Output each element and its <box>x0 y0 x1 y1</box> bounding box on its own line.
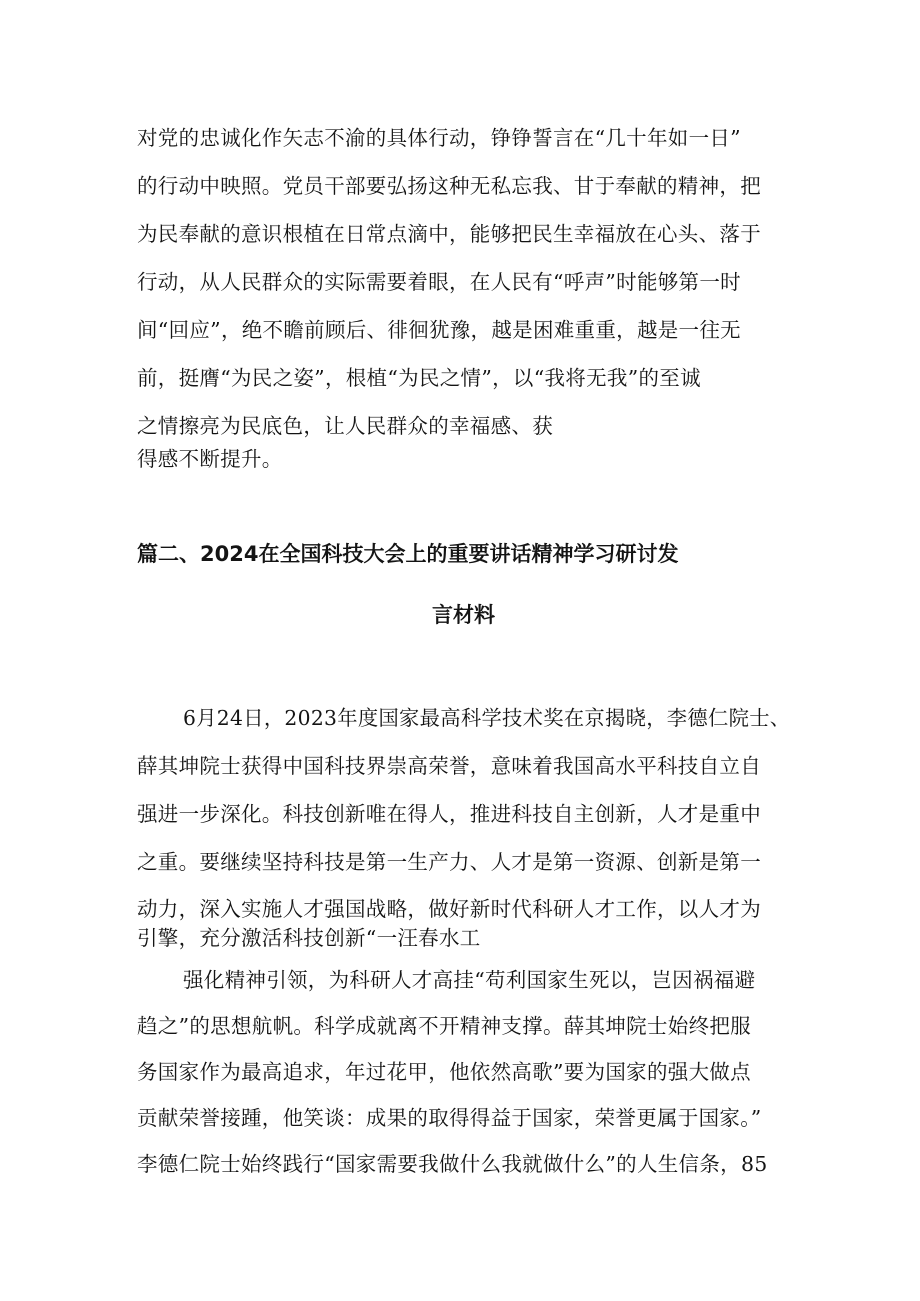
body-text-line: 得感不断提升。 <box>137 447 283 471</box>
body-text-line: 李德仁院士始终践行“国家需要我做什么我就做什么”的人生信条，85 <box>137 1152 768 1176</box>
body-text-line: 行动，从人民群众的实际需要着眼，在人民有“呼声”时能够第一时 <box>137 270 741 294</box>
body-text-line: 强进一步深化。科技创新唯在得人，推进科技自主创新，人才是重中 <box>137 802 761 826</box>
body-text-line: 6月24日，2023年度国家最高科学技术奖在京揭晓，李德仁院士、 <box>183 706 791 730</box>
body-text-line: 引擎，充分激活科技创新“一汪春水工 <box>137 926 481 950</box>
body-text-line: 为民奉献的意识根植在日常点滴中，能够把民生幸福放在心头、落于 <box>137 222 761 246</box>
body-text-line: 贡献荣誉接踵，他笑谈：成果的取得得益于国家，荣誉更属于国家。” <box>137 1106 762 1130</box>
body-text-line: 之重。要继续坚持科技是第一生产力、人才是第一资源、创新是第一 <box>137 850 761 874</box>
body-text-line: 的行动中映照。党员干部要弘扬这种无私忘我、甘于奉献的精神，把 <box>137 174 761 198</box>
body-text-line: 动力，深入实施人才强国战略，做好新时代科研人才工作，以人才为 <box>137 897 761 921</box>
body-text-line: 间“回应”，绝不瞻前顾后、徘徊犹豫，越是困难重重，越是一往无 <box>137 318 741 342</box>
body-text-line: 趋之”的思想航帆。科学成就离不开精神支撑。薛其坤院士始终把服 <box>137 1014 751 1038</box>
section-heading-continued: 言材料 <box>432 603 495 627</box>
body-text-line: 强化精神引领，为科研人才高挂“苟利国家生死以，岂因祸福避 <box>183 968 756 992</box>
body-text-line: 务国家作为最高追求，年过花甲，他依然高歌”要为国家的强大做点 <box>137 1060 751 1084</box>
body-text-line: 对党的忠诚化作矢志不渝的具体行动，铮铮誓言在“几十年如一日” <box>137 126 741 150</box>
section-heading: 篇二、2024在全国科技大会上的重要讲话精神学习研讨发 <box>137 542 679 566</box>
body-text-line: 之情擦亮为民底色，让人民群众的幸福感、获 <box>137 414 553 438</box>
body-text-line: 前，挺膺“为民之姿”，根植“为民之情”，以“我将无我”的至诚 <box>137 366 701 390</box>
body-text-line: 薛其坤院士获得中国科技界崇高荣誉，意味着我国高水平科技自立自 <box>137 754 761 778</box>
